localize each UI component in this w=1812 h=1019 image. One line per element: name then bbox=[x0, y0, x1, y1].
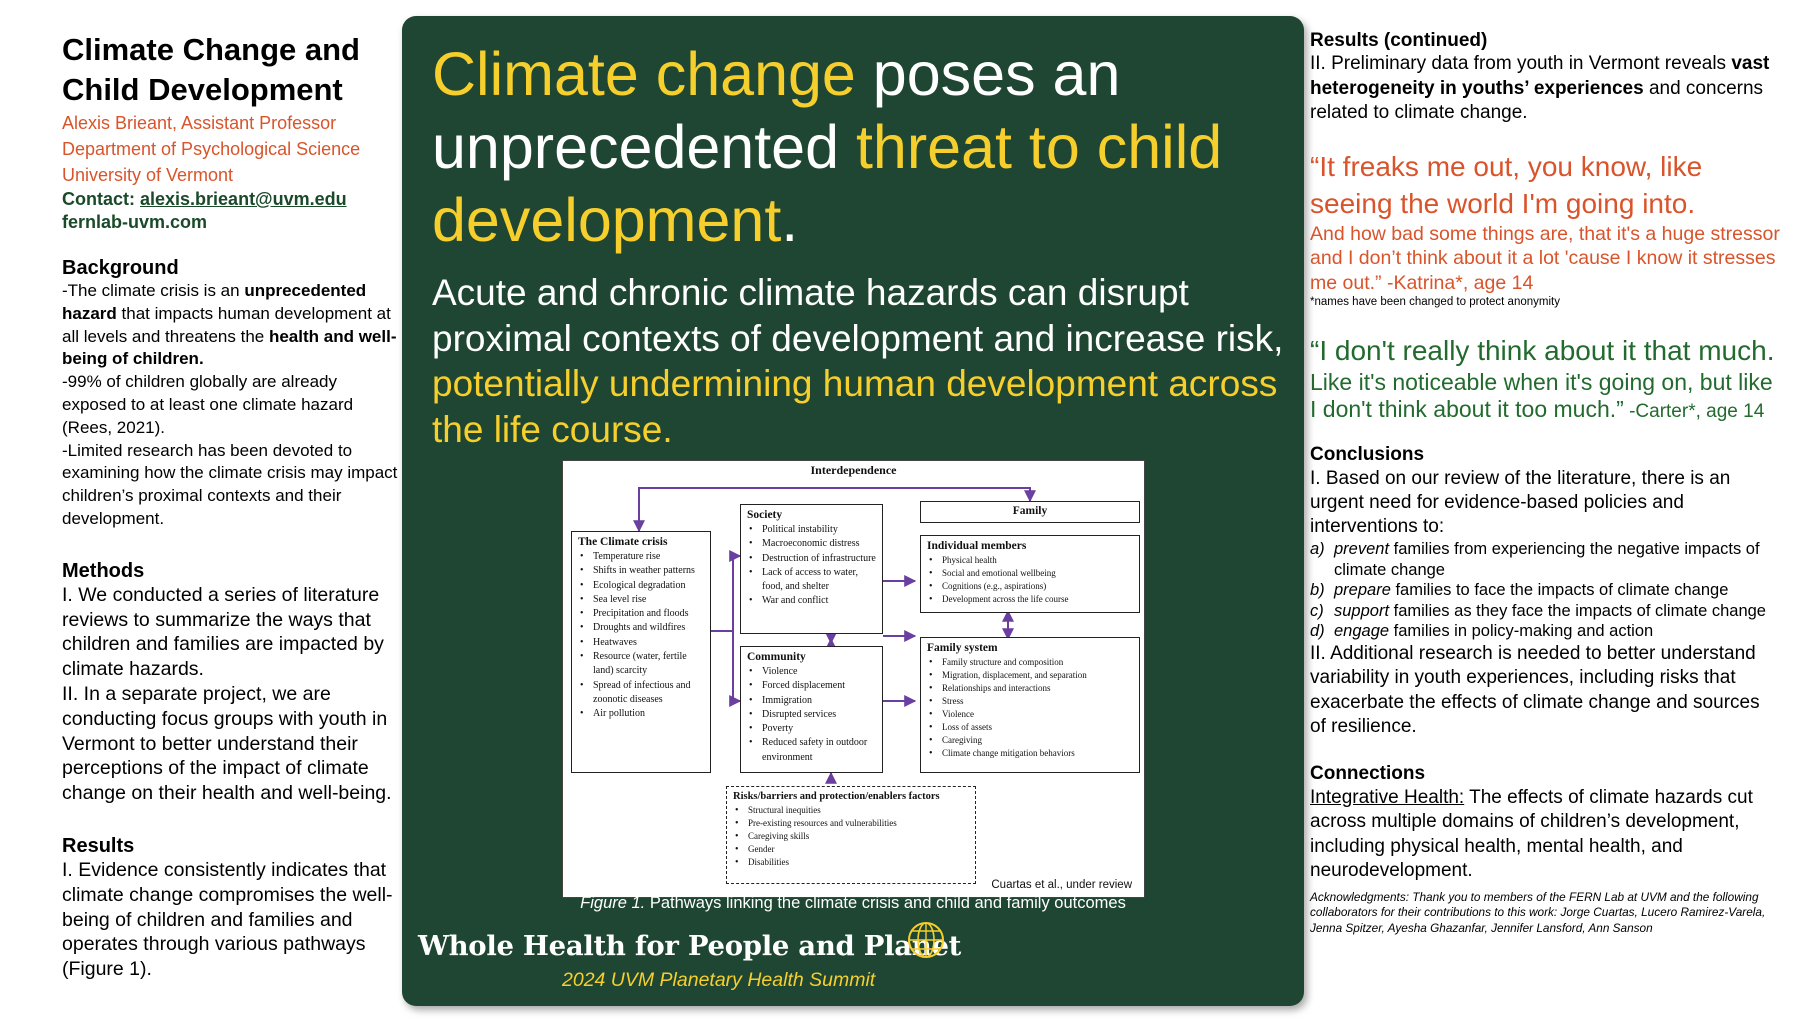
figure-caption: Figure 1. Pathways linking the climate crisis and child and family outcomes bbox=[580, 894, 1126, 912]
quote-katrina-lead: “It freaks me out, you know, like seeing the world I'm going into. bbox=[1310, 150, 1703, 219]
risks-protection-box bbox=[726, 786, 976, 884]
main-panel bbox=[402, 16, 1304, 1006]
summit-subtitle: 2024 UVM Planetary Health Summit bbox=[562, 969, 876, 991]
community-box bbox=[740, 646, 883, 773]
community-item: • Disrupted services bbox=[749, 708, 878, 722]
main-headline: Climate change poses an unprecedented threat to child development. bbox=[432, 40, 1223, 254]
society-item: • Destruction of infrastructure bbox=[749, 552, 878, 566]
society-item: • Macroeconomic distress bbox=[749, 537, 878, 551]
conclusions-item: b) prepare families to face the impacts of climate change bbox=[1310, 581, 1729, 599]
methods-paragraph-2: II. In a separate project, we are conducting focus groups with youth in Vermont to better understand their perceptions of the impact of climate change on their health and well-being. bbox=[62, 682, 392, 805]
main-subheadline: Acute and chronic climate hazards can disrupt proximal contexts of development and increase risk, potentially undermining human development across the life course. bbox=[432, 272, 1284, 450]
figure-title: Interdependence bbox=[810, 463, 897, 477]
methods-paragraph-1: I. We conducted a series of literature reviews to summarize the ways that children and families are impacted by climate hazards. bbox=[62, 583, 384, 681]
individual-members-box bbox=[920, 535, 1140, 613]
connections-heading: Connections bbox=[1310, 762, 1426, 784]
quote-carter-attribution: -Carter*, age 14 bbox=[1623, 401, 1765, 422]
pathways-figure bbox=[562, 460, 1145, 898]
family-system-item: • Relationships and interactions bbox=[929, 682, 1135, 695]
family-system-item: • Stress bbox=[929, 695, 1135, 708]
author-name: Alexis Brieant, Assistant Professor bbox=[62, 113, 337, 133]
family-system-box bbox=[920, 637, 1140, 773]
society-item: • Lack of access to water, food, and shelter bbox=[749, 566, 878, 595]
contact-line bbox=[62, 188, 402, 211]
background-paragraph-2: -99% of children globally are already exposed to at least one climate hazard (Rees, 2021). bbox=[62, 372, 354, 437]
risks-protection-item: • Structural inequities bbox=[735, 804, 971, 817]
individual-members-list bbox=[921, 554, 1139, 606]
climate-crisis-item: • Precipitation and floods bbox=[580, 607, 706, 621]
connections-paragraph: Integrative Health: The effects of climate hazards cut across multiple domains of children’s development, including physical health, mental health, and neurodevelopment. bbox=[1310, 786, 1753, 881]
risks-protection-item: • Pre-existing resources and vulnerabilities bbox=[735, 817, 971, 830]
background-paragraph-1: -The climate crisis is an unprecedented hazard that impacts human development at all levels and threatens the health and well-being of children. bbox=[62, 281, 397, 369]
summit-brand-title: Whole Health for People and Planet bbox=[418, 930, 962, 962]
climate-crisis-item: • Shifts in weather patterns bbox=[580, 564, 706, 578]
university: University of Vermont bbox=[62, 165, 234, 185]
climate-crisis-box bbox=[571, 531, 711, 773]
figure-citation: Cuartas et al., under review bbox=[991, 879, 1132, 891]
risks-protection-item: • Gender bbox=[735, 843, 971, 856]
community-item: • Reduced safety in outdoor environment bbox=[749, 736, 878, 765]
background-heading: Background bbox=[62, 257, 179, 279]
conclusions-paragraph-1: I. Based on our review of the literature, there is an urgent need for evidence-based policies and interventions to: bbox=[1310, 468, 1731, 537]
society-list bbox=[741, 523, 882, 609]
family-system-item: • Loss of assets bbox=[929, 721, 1135, 734]
individual-members-item: • Development across the life course bbox=[929, 593, 1135, 606]
climate-crisis-item: • Heatwaves bbox=[580, 636, 706, 650]
contact-label: Contact: bbox=[62, 189, 140, 209]
family-system-list bbox=[921, 656, 1139, 760]
conclusions-item: d) engage families in policy-making and action bbox=[1310, 622, 1654, 640]
contact-email-link[interactable]: alexis.brieant@uvm.edu bbox=[140, 189, 347, 209]
risks-protection-list bbox=[727, 804, 975, 869]
results-heading: Results bbox=[62, 834, 135, 857]
community-title: Community bbox=[747, 651, 806, 663]
right-column bbox=[1310, 30, 1780, 936]
quote-carter-lead: “I don't really think about it that much. bbox=[1310, 335, 1775, 366]
quote-katrina-body: And how bad some things are, that it's a huge stressor and I don’t think about it a lot 'cause I know it stresses me out.” -Katrina*, age 14 bbox=[1310, 222, 1780, 294]
risks-protection-item: • Disabilities bbox=[735, 856, 971, 869]
family-system-item: • Violence bbox=[929, 708, 1135, 721]
climate-crisis-item: • Temperature rise bbox=[580, 550, 706, 564]
quote-carter-body: Like it's noticeable when it's going on, but like I don't think about it too much.” bbox=[1310, 369, 1773, 422]
climate-crisis-item: • Air pollution bbox=[580, 707, 706, 721]
individual-members-item: • Physical health bbox=[929, 554, 1135, 567]
conclusions-item: a) prevent families from experiencing the negative impacts of climate change bbox=[1310, 540, 1760, 579]
climate-crisis-item: • Resource (water, fertile land) scarcity bbox=[580, 650, 706, 679]
background-paragraph-3: -Limited research has been devoted to examining how the climate crisis may impact children’s proximal contexts and their development. bbox=[62, 440, 398, 528]
individual-members-item: • Social and emotional wellbeing bbox=[929, 567, 1135, 580]
globe-icon bbox=[906, 920, 946, 960]
risks-protection-title: Risks/barriers and protection/enablers factors bbox=[733, 791, 940, 802]
climate-crisis-item: • Droughts and wildfires bbox=[580, 621, 706, 635]
anonymity-note: *names have been changed to protect anonymity bbox=[1310, 296, 1560, 308]
climate-crisis-item: • Spread of infectious and zoonotic diseases bbox=[580, 679, 706, 708]
family-system-item: • Family structure and composition bbox=[929, 656, 1135, 669]
poster-title: Climate Change and Child Development bbox=[62, 32, 360, 107]
family-system-item: • Migration, displacement, and separation bbox=[929, 669, 1135, 682]
conclusions-item: c) support families as they face the impacts of climate change bbox=[1310, 601, 1766, 620]
community-item: • Forced displacement bbox=[749, 679, 878, 693]
community-item: • Poverty bbox=[749, 722, 878, 736]
lab-website[interactable]: fernlab-uvm.com bbox=[62, 212, 208, 232]
community-item: • Immigration bbox=[749, 694, 878, 708]
society-title: Society bbox=[747, 509, 783, 521]
individual-members-title: Individual members bbox=[927, 540, 1027, 552]
quote-carter bbox=[1310, 333, 1780, 423]
acknowledgments: Acknowledgments: Thank you to members of the FERN Lab at UVM and the following collaborators for their contributions to this work: Jorge Cuartas, Lucero Ramirez-Varela, Jenna Spitzer, Ayesha Ghazanfar, Jennifer Lansford, Ann Sanson bbox=[1310, 889, 1766, 935]
conclusions-paragraph-2: II. Additional research is needed to better understand variability in youth experiences, including risks that exacerbate the effects of climate change and sources of resilience. bbox=[1310, 642, 1760, 737]
climate-crisis-title: The Climate crisis bbox=[578, 536, 668, 548]
family-title: Family bbox=[1012, 505, 1048, 517]
climate-crisis-list bbox=[572, 550, 710, 722]
society-box bbox=[740, 504, 883, 634]
conclusions-heading: Conclusions bbox=[1310, 444, 1425, 465]
society-item: • Political instability bbox=[749, 523, 878, 537]
community-list bbox=[741, 665, 882, 765]
community-item: • Violence bbox=[749, 665, 878, 679]
family-header-box bbox=[920, 501, 1140, 523]
results-paragraph-1: I. Evidence consistently indicates that climate change compromises the well-being of children and families and operates through various pathways (Figure 1). bbox=[62, 858, 393, 981]
risks-protection-item: • Caregiving skills bbox=[735, 830, 971, 843]
climate-crisis-item: • Ecological degradation bbox=[580, 579, 706, 593]
department: Department of Psychological Science bbox=[62, 139, 361, 159]
family-system-item: • Climate change mitigation behaviors bbox=[929, 747, 1135, 760]
conclusions-list bbox=[1310, 539, 1780, 642]
left-column bbox=[62, 30, 402, 982]
results-continued-heading: Results (continued) bbox=[1310, 30, 1488, 51]
climate-crisis-item: • Sea level rise bbox=[580, 593, 706, 607]
individual-members-item: • Cognitions (e.g., aspirations) bbox=[929, 580, 1135, 593]
results-paragraph-2: II. Preliminary data from youth in Vermont reveals vast heterogeneity in youths’ experiences and concerns related to climate change. bbox=[1310, 53, 1770, 123]
family-system-item: • Caregiving bbox=[929, 734, 1135, 747]
family-system-title: Family system bbox=[927, 642, 998, 654]
society-item: • War and conflict bbox=[749, 594, 878, 608]
methods-heading: Methods bbox=[62, 559, 145, 582]
